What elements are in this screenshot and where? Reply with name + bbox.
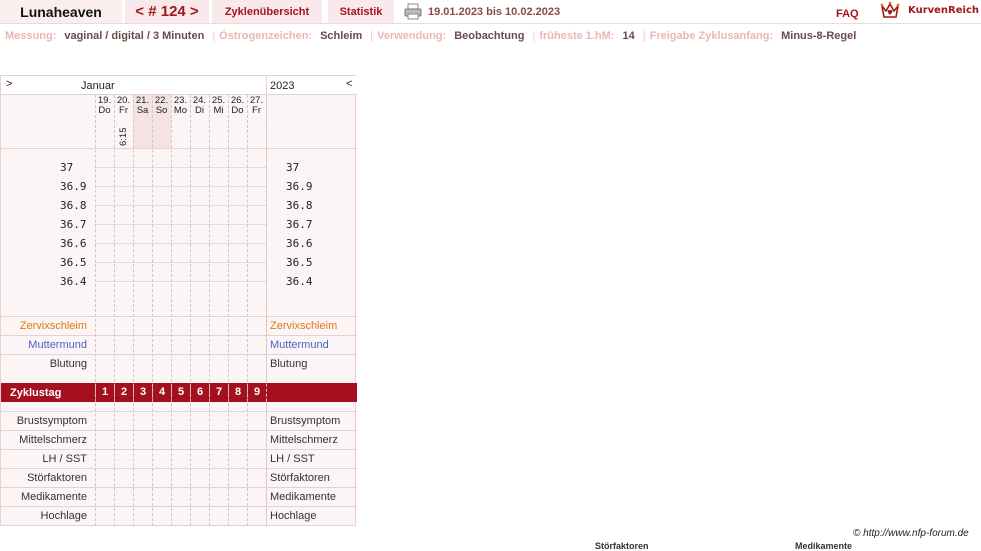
row-label: Zervixschleim: [19, 320, 87, 332]
top-bar: [0, 0, 981, 24]
chart-header: [1, 76, 357, 95]
day-gridline: [133, 95, 134, 526]
nav-prev-button[interactable]: >: [6, 78, 13, 90]
date-range: 19.01.2023 bis 10.02.2023: [428, 6, 561, 18]
nav-next-button[interactable]: <: [346, 78, 353, 90]
row-muttermund[interactable]: [1, 335, 357, 354]
measure-time: 6:15: [118, 127, 129, 146]
day-date: 25.: [211, 95, 226, 106]
day-gridline: [190, 95, 191, 526]
row-label: Störfaktoren: [27, 472, 87, 484]
row-lh-sst[interactable]: [1, 449, 357, 468]
settings-line: [5, 30, 860, 42]
setting-value: Beobachtung: [454, 30, 525, 42]
day-gridline: [114, 95, 115, 526]
setting-value: vaginal / digital / 3 Minuten: [64, 30, 205, 42]
temp-gridline: [95, 243, 267, 244]
day-weekday: Do: [98, 105, 111, 116]
printer-icon[interactable]: [404, 3, 422, 20]
setting-label: Freigabe Zyklusanfang:: [649, 30, 774, 42]
temp-gridline: [95, 205, 267, 206]
day-weekday: Di: [195, 105, 204, 116]
day-gridline: [209, 95, 210, 526]
tab-statistik[interactable]: Statistik: [328, 0, 394, 23]
day-date: 26.: [230, 95, 245, 106]
footer-credit[interactable]: © http://www.nfp-forum.de: [853, 528, 969, 539]
row-label: Brustsymptom: [16, 415, 87, 427]
setting-value: Minus-8-Regel: [781, 30, 857, 42]
crown-heart-icon: [880, 1, 900, 21]
month-label: Januar: [81, 80, 115, 92]
row-label: Muttermund: [28, 339, 87, 351]
day-header[interactable]: [95, 96, 114, 116]
day-gridline: [95, 95, 96, 526]
day-weekday: Sa: [136, 105, 149, 116]
brand-title: Lunaheaven: [0, 0, 122, 23]
zyklustag-label: Zyklustag: [10, 387, 62, 399]
day-date: 20.: [116, 95, 131, 106]
day-gridline: [152, 95, 153, 526]
cycle-day-number: 8: [228, 386, 247, 398]
temp-label-right: 36.4: [286, 275, 313, 288]
logo-text: KurvenReich: [908, 5, 980, 16]
setting-label: Östrogenzeichen:: [219, 30, 313, 42]
temp-label: 36.9: [60, 180, 87, 193]
day-date: 19.: [97, 95, 112, 106]
row-label-right: Muttermund: [270, 339, 329, 351]
row-st-rfaktoren[interactable]: [1, 468, 357, 487]
day-weekday: Mo: [173, 105, 188, 116]
day-date: 27.: [249, 95, 264, 106]
temp-label-right: 37: [286, 161, 300, 174]
temp-label: 36.5: [60, 256, 87, 269]
day-gridline: [266, 95, 267, 526]
day-header[interactable]: [190, 96, 209, 116]
clipped-label: Störfaktoren: [595, 541, 649, 551]
temp-label-right: 36.6: [286, 237, 313, 250]
row-blutung[interactable]: [1, 354, 357, 373]
day-header[interactable]: [247, 96, 266, 116]
row-mittelschmerz[interactable]: [1, 430, 357, 449]
temp-gridline: [95, 224, 267, 225]
day-weekday: Do: [231, 105, 244, 116]
day-date: 22.: [154, 95, 169, 106]
temp-gridline: [95, 186, 267, 187]
separator: |: [642, 30, 646, 42]
temp-label: 36.8: [60, 199, 87, 212]
temp-label-right: 36.5: [286, 256, 313, 269]
row-medikamente[interactable]: [1, 487, 357, 506]
temp-label-right: 36.9: [286, 180, 313, 193]
day-date: 21.: [135, 95, 150, 106]
temp-gridline: [95, 281, 267, 282]
cycle-day-number: 2: [114, 386, 133, 398]
day-weekday: Fr: [252, 105, 261, 116]
day-date: 24.: [192, 95, 207, 106]
row-zervixschleim[interactable]: [1, 316, 357, 335]
temp-gridline: [95, 167, 267, 168]
setting-value: 14: [622, 30, 635, 42]
cycle-day-number: 9: [247, 386, 266, 398]
temp-label: 36.6: [60, 237, 87, 250]
row-brustsymptom[interactable]: [1, 411, 357, 430]
day-header[interactable]: [171, 96, 190, 116]
row-label: Blutung: [49, 358, 87, 370]
row-label-right: Medikamente: [270, 491, 337, 503]
clipped-label: Medikamente: [795, 541, 853, 551]
temp-label: 36.7: [60, 218, 87, 231]
day-header[interactable]: [114, 95, 133, 146]
row-label: Hochlage: [40, 510, 87, 522]
day-weekday: So: [155, 105, 168, 116]
temp-gridline: [95, 262, 267, 263]
temp-label-right: 36.7: [286, 218, 313, 231]
temp-label: 37: [60, 161, 74, 174]
separator: |: [212, 30, 216, 42]
row-label-right: Blutung: [270, 358, 308, 370]
day-weekday: Mi: [213, 105, 224, 116]
separator: |: [370, 30, 374, 42]
day-gridline: [171, 95, 172, 526]
day-gridline: [247, 95, 248, 526]
setting-label: Verwendung:: [377, 30, 447, 42]
cycle-day-number: 6: [190, 386, 209, 398]
divider: [1, 148, 357, 149]
setting-value: Schleim: [320, 30, 363, 42]
separator: |: [532, 30, 536, 42]
cycle-day-number: 4: [152, 386, 171, 398]
row-label-right: Störfaktoren: [270, 472, 330, 484]
row-label-right: Mittelschmerz: [270, 434, 338, 446]
cycle-chart: [0, 75, 356, 526]
year-label: 2023: [270, 80, 295, 92]
cycle-day-number: 1: [95, 386, 114, 398]
row-label-right: Zervixschleim: [270, 320, 338, 332]
day-header[interactable]: [209, 96, 228, 116]
row-label-right: Brustsymptom: [270, 415, 341, 427]
day-header[interactable]: [133, 96, 152, 116]
cycle-day-number: 7: [209, 386, 228, 398]
day-header[interactable]: [152, 96, 171, 116]
day-weekday: Fr: [119, 105, 128, 116]
row-label-right: LH / SST: [270, 453, 315, 465]
temp-label-right: 36.8: [286, 199, 313, 212]
row-label: Mittelschmerz: [19, 434, 87, 446]
cycle-day-number: 5: [171, 386, 190, 398]
zyklustag-bar: [1, 383, 357, 402]
temp-label: 36.4: [60, 275, 87, 288]
faq-link[interactable]: FAQ: [836, 8, 859, 20]
row-label: Medikamente: [20, 491, 87, 503]
setting-label: Messung:: [5, 30, 57, 42]
day-date: 23.: [173, 95, 188, 106]
cycle-navigator[interactable]: < # 124 >: [125, 0, 209, 23]
cycle-day-number: 3: [133, 386, 152, 398]
kurvenreich-logo[interactable]: [880, 1, 980, 21]
setting-label: früheste 1.hM:: [539, 30, 615, 42]
day-gridline: [228, 95, 229, 526]
row-label-right: Hochlage: [270, 510, 317, 522]
row-label: LH / SST: [42, 453, 87, 465]
row-hochlage[interactable]: [1, 506, 357, 525]
day-header[interactable]: [228, 96, 247, 116]
tab-zyklenuebersicht[interactable]: Zyklenübersicht: [212, 0, 322, 23]
